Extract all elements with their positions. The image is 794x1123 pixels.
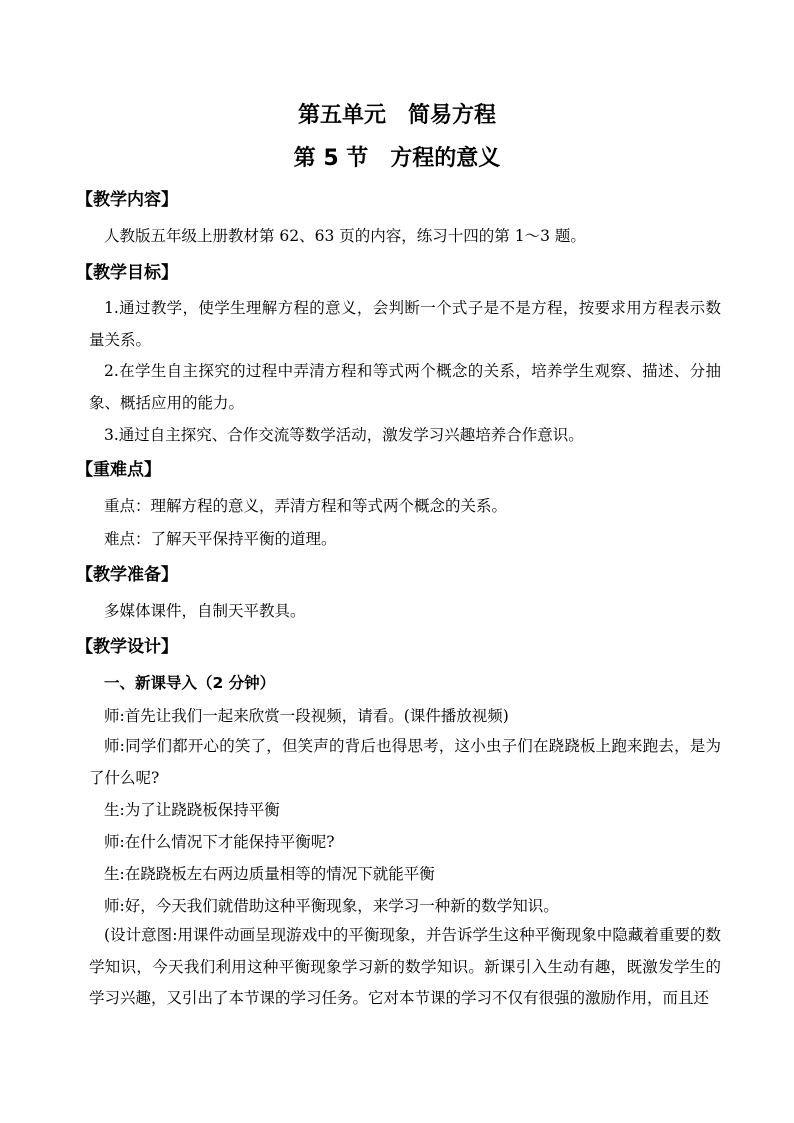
heading-content: 【教学内容】 (76, 190, 178, 210)
content-text: 人教版五年级上册教材第 62、63 页的内容，练习十四的第 1～3 题。 (104, 227, 586, 245)
heading-design: 【教学设计】 (76, 637, 178, 657)
dialogue-line-5: 生:在跷跷板左右两边质量相等的情况下就能平衡 (104, 865, 435, 883)
dialogue-line-3: 生:为了让跷跷板保持平衡 (104, 801, 280, 819)
dialogue-line-6: 师:好，今天我们就借助这种平衡现象，来学习一种新的数学知识。 (104, 897, 559, 915)
key-point: 重点：理解方程的意义，弄清方程和等式两个概念的关系。 (104, 497, 508, 515)
dialogue-line-2: 师:同学们都开心的笑了，但笑声的背后也得思考，这小虫子们在跷跷板上跑来跑去，是为了什么呢? (89, 737, 721, 787)
preparation-text: 多媒体课件，自制天平教具。 (104, 602, 306, 620)
design-intent: (设计意图:用课件动画呈现游戏中的平衡现象，并告诉学生这种平衡现象中隐藏着重要的数学知识，今天我们利用这种平衡现象学习新的数学知识。新课引入生动有趣，既激发学生的学习兴趣，又引出了本节课的学习任务。它对本节课的学习不仅有很强的激励作用，而且还 (89, 926, 721, 1007)
goal-item-2: 2.在学生自主探究的过程中弄清方程和等式两个概念的关系，培养学生观察、描述、分抽象、概括应用的能力。 (89, 362, 721, 412)
goal-item-1: 1.通过教学，使学生理解方程的意义，会判断一个式子是不是方程，按要求用方程表示数量关系。 (89, 299, 721, 349)
dialogue-line-1: 师:首先让我们一起来欣赏一段视频，请看。(课件播放视频) (104, 707, 509, 725)
heading-preparation: 【教学准备】 (76, 565, 178, 585)
section-title: 第 5 节 方程的意义 (293, 146, 501, 171)
heading-keypoints: 【重难点】 (76, 460, 161, 480)
unit-title: 第五单元 简易方程 (297, 103, 496, 128)
difficult-point: 难点：了解天平保持平衡的道理。 (104, 530, 337, 548)
heading-goals: 【教学目标】 (76, 263, 178, 283)
design-subheading: 一、新课导入（2 分钟） (104, 674, 276, 692)
goal-item-3: 3.通过自主探究、合作交流等数学活动，激发学习兴趣培养合作意识。 (104, 426, 584, 444)
dialogue-line-4: 师:在什么情况下才能保持平衡呢? (104, 833, 335, 851)
